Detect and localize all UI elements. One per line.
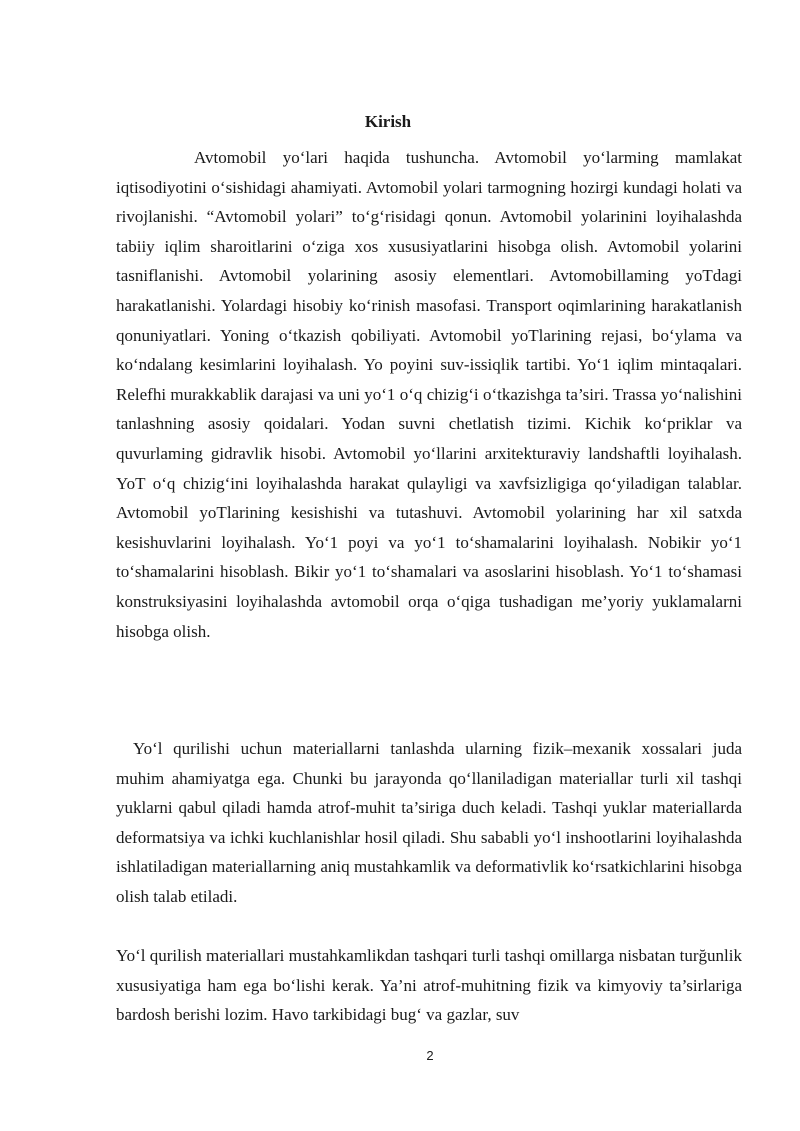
paragraph-materials	[116, 734, 742, 912]
page-number: 2	[426, 1048, 434, 1063]
paragraph-text: Yo‘l qurilishi uchun materiallarni tanlashda ularning fizik–mexanik xossalari juda muhim ahamiyatga ega. Chunki bu jarayonda qo‘llaniladigan materiallar turli xil tashqi yuklarni qabul qiladi hamda atrof-muhit ta’siriga duch keladi. Tashqi yuklar materiallarda deformatsiya va ichki kuchlanishlar hosil qiladi. Shu sababli yo‘l inshootlarini loyihalashda ishlatiladigan materiallarning aniq mustahkamlik va deformativlik ko‘rsatkichlarini hisobga olish talab etiladi.	[116, 739, 742, 906]
section-title: Kirish	[364, 112, 412, 131]
paragraph-text: Avtomobil yo‘lari haqida tushuncha. Avtomobil yo‘larming mamlakat iqtisodiyotini o‘sishidagi ahamiyati. Avtomobil yolari tarmogning hozirgi kundagi holati va rivojlanishi. “Avtomobil yolari” to‘g‘risidagi qonun. Avtomobil yolarinini loyihalashda tabiiy iqlim sharoitlarini o‘ziga xos xususiyatlarini hisobga olish. Avtomobil yolarini tasniflanishi. Avtomobil yolarining asosiy elementlari. Avtomobillaming yoTdagi harakatlanishi. Yolardagi hisobiy ko‘rinish masofasi. Transport oqimlarining harakatlanish qonuniyatlari. Yoning o‘tkazish qobiliyati. Avtomobil yoTlarining rejasi, bo‘ylama va ko‘ndalang kesimlarini loyihalash. Yo poyini suv-issiqlik tartibi. Yo‘1 iqlim mintaqalari. Relefhi murakkablik darajasi va uni yo‘1 o‘q chizig‘i o‘tkazishga ta’siri. Trassa yo‘nalishini tanlashning asosiy qoidalari. Yodan suvni chetlatish tizimi. Kichik ko‘priklar va quvurlaming gidravlik hisobi. Avtomobil yo‘llarini arxitekturaviy landshaftli loyihalash. YoT o‘q chizig‘ini loyihalashda harakat qulayligi va xavfsizligiga qo‘yiladigan talablar. Avtomobil yoTlarining kesishishi va tutashuvi. Avtomobil yolarining har xil satxda kesishuvlarini loyihalash. Yo‘1 poyi va yo‘1 to‘shamalarini loyihalash. Nobikir yo‘1 to‘shamalarini hisoblash. Bikir yo‘1 to‘shamalari va asoslarini hisoblash. Yo‘1 to‘shamasi konstruksiyasini loyihalashda avtomobil orqa o‘qiga tushadigan me’yoriy yuklamalarni hisobga olish.	[116, 148, 742, 641]
paragraph-intro	[116, 143, 742, 646]
paragraph-stability	[116, 941, 742, 1030]
paragraph-text: Yo‘l qurilish materiallari mustahkamlikdan tashqari turli tashqi omillarga nisbatan turğunlik xususiyatiga ham ega bo‘lishi kerak. Ya’ni atrof-muhitning fizik va kimyoviy ta’sirlariga bardosh berishi lozim. Havo tarkibidagi bug‘ va gazlar, suv	[116, 946, 742, 1025]
